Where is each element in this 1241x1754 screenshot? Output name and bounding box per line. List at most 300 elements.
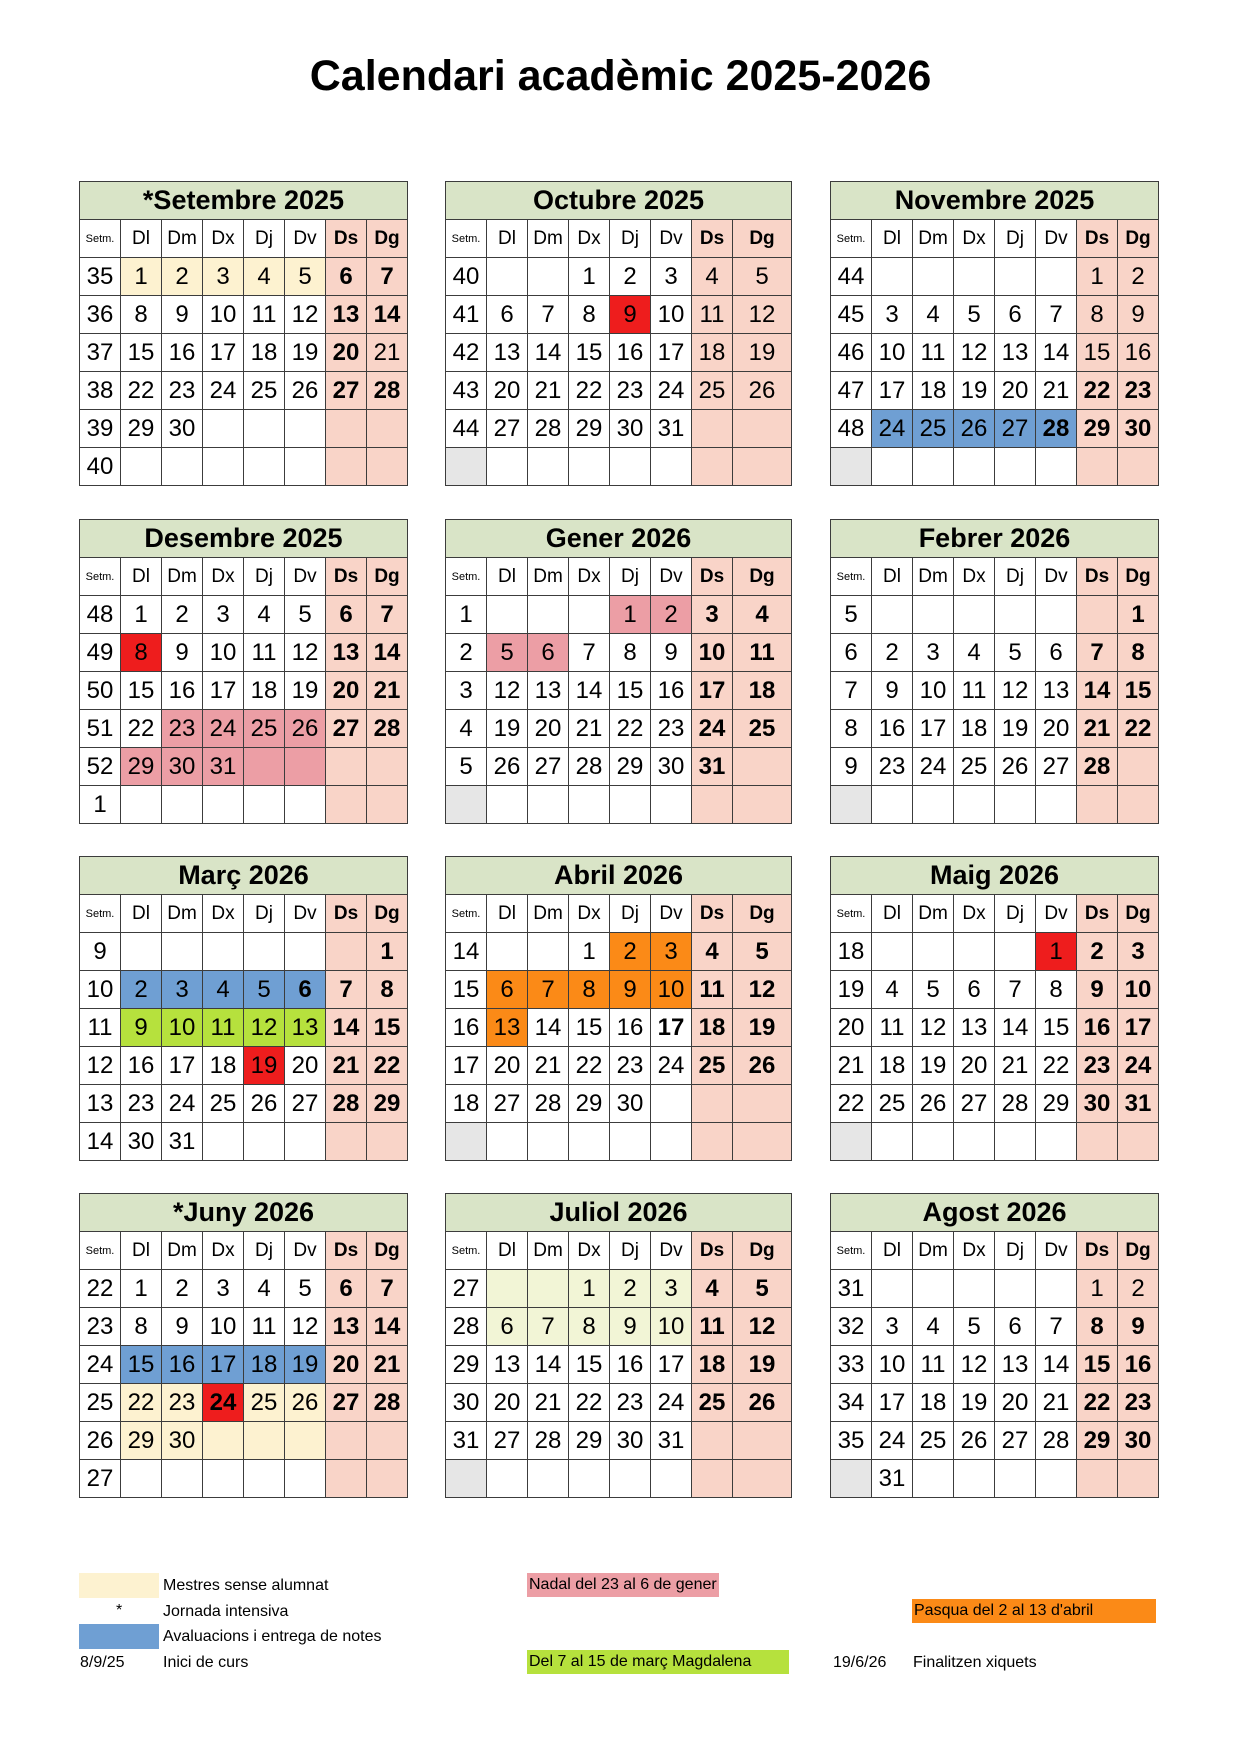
day-cell: 12 xyxy=(954,1346,995,1384)
day-cell: 24 xyxy=(872,1422,913,1460)
month-name: Octubre 2025 xyxy=(446,182,792,220)
day-cell: 21 xyxy=(326,1047,367,1085)
day-cell: 26 xyxy=(487,748,528,786)
day-cell: 17 xyxy=(913,710,954,748)
month-name: Desembre 2025 xyxy=(80,520,408,558)
day-cell: 8 xyxy=(610,634,651,672)
day-cell xyxy=(569,448,610,486)
day-cell: 12 xyxy=(285,634,326,672)
day-cell: 10 xyxy=(203,634,244,672)
day-cell: 13 xyxy=(326,634,367,672)
day-cell: 30 xyxy=(651,748,692,786)
day-cell: 4 xyxy=(954,634,995,672)
month-calendar xyxy=(830,181,1159,486)
week-row xyxy=(831,1422,1159,1460)
day-cell xyxy=(692,1123,733,1161)
day-cell: 31 xyxy=(203,748,244,786)
day-cell xyxy=(569,786,610,824)
day-cell: 24 xyxy=(651,1047,692,1085)
day-label: Ds xyxy=(1077,220,1118,258)
day-label: Dx xyxy=(954,220,995,258)
day-label: Dg xyxy=(367,895,408,933)
day-label: Dx xyxy=(954,895,995,933)
day-label: Ds xyxy=(692,558,733,596)
week-row xyxy=(80,710,408,748)
day-cell: 20 xyxy=(995,372,1036,410)
day-cell: 16 xyxy=(1077,1009,1118,1047)
day-cell xyxy=(610,1123,651,1161)
day-cell: 26 xyxy=(244,1085,285,1123)
day-cell: 22 xyxy=(1077,1384,1118,1422)
day-cell: 27 xyxy=(487,410,528,448)
day-cell: 13 xyxy=(487,1346,528,1384)
day-cell: 11 xyxy=(733,634,792,672)
day-label: Dm xyxy=(162,558,203,596)
day-cell: 29 xyxy=(1036,1085,1077,1123)
month-calendar xyxy=(445,1193,792,1498)
day-cell xyxy=(326,1460,367,1498)
day-cell xyxy=(1036,1270,1077,1308)
day-cell xyxy=(954,786,995,824)
day-cell: 1 xyxy=(121,596,162,634)
day-cell: 9 xyxy=(1077,971,1118,1009)
week-row xyxy=(446,1009,792,1047)
day-cell: 20 xyxy=(1036,710,1077,748)
day-cell xyxy=(692,410,733,448)
week-row xyxy=(80,410,408,448)
legend-final: Finalitzen xiquets xyxy=(913,1654,1037,1671)
week-number: 1 xyxy=(80,786,121,824)
week-number xyxy=(831,1123,872,1161)
day-cell xyxy=(872,933,913,971)
day-cell: 17 xyxy=(1118,1009,1159,1047)
day-cell: 15 xyxy=(1036,1009,1077,1047)
day-cell: 24 xyxy=(203,710,244,748)
week-number: 18 xyxy=(831,933,872,971)
day-cell xyxy=(692,786,733,824)
week-row xyxy=(446,1047,792,1085)
day-cell xyxy=(872,596,913,634)
day-cell xyxy=(913,448,954,486)
week-row xyxy=(446,334,792,372)
day-cell xyxy=(610,1460,651,1498)
day-label: Dg xyxy=(1118,220,1159,258)
day-cell xyxy=(1036,258,1077,296)
week-label: Setm. xyxy=(446,1232,487,1270)
day-label: Dl xyxy=(121,558,162,596)
day-cell: 14 xyxy=(995,1009,1036,1047)
day-cell xyxy=(528,1460,569,1498)
week-number: 48 xyxy=(831,410,872,448)
day-cell: 18 xyxy=(692,1346,733,1384)
day-cell: 11 xyxy=(692,296,733,334)
day-cell: 11 xyxy=(244,634,285,672)
day-cell xyxy=(487,258,528,296)
day-cell: 22 xyxy=(121,1384,162,1422)
week-number xyxy=(446,786,487,824)
day-cell: 24 xyxy=(203,1384,244,1422)
week-row xyxy=(831,258,1159,296)
day-cell: 12 xyxy=(733,296,792,334)
day-label: Dx xyxy=(569,220,610,258)
week-row xyxy=(446,448,792,486)
week-row xyxy=(80,334,408,372)
day-cell: 10 xyxy=(692,634,733,672)
week-row xyxy=(446,1085,792,1123)
day-cell: 2 xyxy=(872,634,913,672)
week-label: Setm. xyxy=(831,1232,872,1270)
day-cell: 6 xyxy=(326,258,367,296)
day-cell: 2 xyxy=(1077,933,1118,971)
day-cell: 30 xyxy=(610,1422,651,1460)
day-cell: 16 xyxy=(1118,1346,1159,1384)
day-cell xyxy=(1036,1460,1077,1498)
week-number xyxy=(446,1123,487,1161)
day-cell: 1 xyxy=(569,258,610,296)
week-row xyxy=(80,1346,408,1384)
day-cell: 5 xyxy=(733,258,792,296)
day-cell: 24 xyxy=(1118,1047,1159,1085)
day-cell xyxy=(995,448,1036,486)
week-number: 33 xyxy=(831,1346,872,1384)
week-label: Setm. xyxy=(446,220,487,258)
day-cell: 1 xyxy=(1118,596,1159,634)
day-cell xyxy=(367,748,408,786)
day-cell: 19 xyxy=(913,1047,954,1085)
day-cell: 9 xyxy=(872,672,913,710)
day-cell: 27 xyxy=(326,710,367,748)
day-cell xyxy=(995,933,1036,971)
day-label: Dl xyxy=(487,895,528,933)
day-cell: 17 xyxy=(203,672,244,710)
day-cell: 7 xyxy=(326,971,367,1009)
day-cell: 2 xyxy=(610,258,651,296)
day-cell: 10 xyxy=(913,672,954,710)
day-label: Dg xyxy=(367,1232,408,1270)
day-cell xyxy=(367,1123,408,1161)
legend-inici: Inici de curs xyxy=(163,1654,249,1671)
day-cell: 11 xyxy=(203,1009,244,1047)
day-cell xyxy=(285,786,326,824)
day-cell xyxy=(326,448,367,486)
day-cell: 28 xyxy=(528,410,569,448)
day-cell xyxy=(528,258,569,296)
day-label: Dj xyxy=(610,1232,651,1270)
day-cell xyxy=(487,1270,528,1308)
day-cell: 16 xyxy=(610,1009,651,1047)
week-row xyxy=(80,1047,408,1085)
day-cell: 2 xyxy=(610,933,651,971)
week-row xyxy=(80,1460,408,1498)
day-cell xyxy=(1118,448,1159,486)
day-cell: 18 xyxy=(733,672,792,710)
day-cell: 25 xyxy=(692,1047,733,1085)
day-cell: 2 xyxy=(1118,258,1159,296)
day-cell xyxy=(913,1270,954,1308)
day-cell: 30 xyxy=(610,410,651,448)
day-cell xyxy=(528,1123,569,1161)
day-cell: 22 xyxy=(121,372,162,410)
day-cell: 27 xyxy=(487,1422,528,1460)
day-label: Dj xyxy=(995,220,1036,258)
day-cell: 9 xyxy=(610,971,651,1009)
day-cell: 9 xyxy=(1118,1308,1159,1346)
day-cell: 5 xyxy=(244,971,285,1009)
day-cell xyxy=(326,786,367,824)
day-cell: 23 xyxy=(1118,372,1159,410)
day-cell xyxy=(913,1460,954,1498)
day-cell: 8 xyxy=(121,634,162,672)
day-label: Dv xyxy=(1036,558,1077,596)
day-label: Dg xyxy=(1118,895,1159,933)
day-cell: 5 xyxy=(733,1270,792,1308)
day-cell: 1 xyxy=(569,1270,610,1308)
day-cell xyxy=(528,596,569,634)
day-cell: 8 xyxy=(569,971,610,1009)
day-cell: 20 xyxy=(326,1346,367,1384)
week-row xyxy=(446,786,792,824)
day-cell: 13 xyxy=(326,296,367,334)
day-cell: 20 xyxy=(487,372,528,410)
day-cell xyxy=(285,1123,326,1161)
day-cell: 31 xyxy=(651,410,692,448)
day-cell xyxy=(326,1123,367,1161)
legend-swatch-avaluacions xyxy=(79,1624,159,1649)
day-cell: 10 xyxy=(651,296,692,334)
week-row xyxy=(80,1123,408,1161)
day-label: Dl xyxy=(121,1232,162,1270)
day-cell: 14 xyxy=(367,296,408,334)
week-row xyxy=(831,1346,1159,1384)
day-cell xyxy=(326,748,367,786)
week-row xyxy=(831,296,1159,334)
day-cell: 6 xyxy=(995,1308,1036,1346)
day-cell xyxy=(692,448,733,486)
month-calendar xyxy=(445,856,792,1161)
week-number: 47 xyxy=(831,372,872,410)
day-label: Dv xyxy=(651,558,692,596)
day-cell: 23 xyxy=(162,1384,203,1422)
day-cell: 23 xyxy=(162,710,203,748)
day-cell: 22 xyxy=(1036,1047,1077,1085)
day-cell: 27 xyxy=(326,1384,367,1422)
day-cell: 10 xyxy=(203,1308,244,1346)
day-cell: 10 xyxy=(203,296,244,334)
day-cell xyxy=(651,1123,692,1161)
day-cell xyxy=(692,1085,733,1123)
week-row xyxy=(80,596,408,634)
day-cell xyxy=(692,1460,733,1498)
day-cell: 22 xyxy=(1118,710,1159,748)
day-cell xyxy=(121,1460,162,1498)
week-number: 11 xyxy=(80,1009,121,1047)
day-cell xyxy=(733,1422,792,1460)
day-cell: 27 xyxy=(995,410,1036,448)
week-number: 41 xyxy=(446,296,487,334)
day-label: Dm xyxy=(913,558,954,596)
day-cell: 6 xyxy=(528,634,569,672)
day-cell: 6 xyxy=(285,971,326,1009)
day-cell: 15 xyxy=(121,672,162,710)
day-cell xyxy=(367,1422,408,1460)
day-cell: 11 xyxy=(692,971,733,1009)
week-number: 10 xyxy=(80,971,121,1009)
day-label: Dv xyxy=(285,1232,326,1270)
day-cell xyxy=(528,933,569,971)
day-cell xyxy=(244,1460,285,1498)
week-number: 9 xyxy=(831,748,872,786)
week-row xyxy=(831,786,1159,824)
week-number: 18 xyxy=(446,1085,487,1123)
day-cell: 26 xyxy=(285,372,326,410)
day-cell: 6 xyxy=(326,596,367,634)
day-cell: 22 xyxy=(610,710,651,748)
day-cell: 1 xyxy=(1077,258,1118,296)
day-cell: 29 xyxy=(610,748,651,786)
day-cell xyxy=(954,596,995,634)
day-cell: 6 xyxy=(995,296,1036,334)
day-cell: 17 xyxy=(651,334,692,372)
day-cell xyxy=(954,448,995,486)
day-cell: 29 xyxy=(121,410,162,448)
day-label: Ds xyxy=(692,895,733,933)
day-cell: 24 xyxy=(913,748,954,786)
day-cell: 7 xyxy=(995,971,1036,1009)
day-cell: 21 xyxy=(528,1384,569,1422)
day-cell: 7 xyxy=(1036,1308,1077,1346)
day-cell: 23 xyxy=(1077,1047,1118,1085)
day-label: Ds xyxy=(326,1232,367,1270)
day-cell: 19 xyxy=(733,1346,792,1384)
day-cell: 28 xyxy=(995,1085,1036,1123)
day-cell: 1 xyxy=(610,596,651,634)
day-cell xyxy=(995,596,1036,634)
day-label: Dj xyxy=(244,895,285,933)
day-cell: 8 xyxy=(569,296,610,334)
day-cell: 8 xyxy=(1077,1308,1118,1346)
week-number xyxy=(446,448,487,486)
week-number: 40 xyxy=(80,448,121,486)
day-cell xyxy=(872,1123,913,1161)
week-row xyxy=(80,748,408,786)
day-cell: 20 xyxy=(326,672,367,710)
day-cell: 5 xyxy=(285,258,326,296)
day-cell: 12 xyxy=(285,1308,326,1346)
week-row xyxy=(446,1460,792,1498)
day-label: Dv xyxy=(285,220,326,258)
day-cell: 15 xyxy=(569,1009,610,1047)
day-cell: 21 xyxy=(995,1047,1036,1085)
week-number: 38 xyxy=(80,372,121,410)
day-cell: 18 xyxy=(913,372,954,410)
day-cell xyxy=(285,933,326,971)
day-cell: 29 xyxy=(367,1085,408,1123)
day-cell: 21 xyxy=(1036,372,1077,410)
day-label: Dm xyxy=(528,1232,569,1270)
day-label: Dx xyxy=(569,1232,610,1270)
day-cell: 29 xyxy=(1077,410,1118,448)
week-number: 24 xyxy=(80,1346,121,1384)
week-row xyxy=(446,596,792,634)
day-cell xyxy=(244,786,285,824)
week-number: 2 xyxy=(446,634,487,672)
day-cell: 19 xyxy=(995,710,1036,748)
day-label: Dj xyxy=(610,220,651,258)
day-cell: 9 xyxy=(121,1009,162,1047)
day-cell: 14 xyxy=(569,672,610,710)
day-cell: 8 xyxy=(1077,296,1118,334)
week-number: 30 xyxy=(446,1384,487,1422)
day-cell: 1 xyxy=(569,933,610,971)
day-cell: 14 xyxy=(1036,334,1077,372)
week-row xyxy=(446,1123,792,1161)
day-label: Dx xyxy=(203,220,244,258)
day-label: Dl xyxy=(872,558,913,596)
week-number: 15 xyxy=(446,971,487,1009)
day-cell xyxy=(995,1460,1036,1498)
week-row xyxy=(831,748,1159,786)
day-cell xyxy=(367,448,408,486)
day-cell: 8 xyxy=(121,296,162,334)
week-label: Setm. xyxy=(446,558,487,596)
day-cell: 13 xyxy=(487,334,528,372)
day-cell: 14 xyxy=(367,634,408,672)
day-cell: 29 xyxy=(121,748,162,786)
week-number: 35 xyxy=(80,258,121,296)
month-name: Agost 2026 xyxy=(831,1194,1159,1232)
day-cell xyxy=(913,933,954,971)
day-cell xyxy=(528,448,569,486)
day-cell: 3 xyxy=(872,1308,913,1346)
day-cell: 6 xyxy=(1036,634,1077,672)
day-cell: 20 xyxy=(326,334,367,372)
week-row xyxy=(831,672,1159,710)
day-cell xyxy=(1077,1460,1118,1498)
day-label: Dj xyxy=(610,895,651,933)
day-cell: 1 xyxy=(121,258,162,296)
day-cell: 3 xyxy=(651,258,692,296)
week-number: 20 xyxy=(831,1009,872,1047)
legend-final-date: 19/6/26 xyxy=(833,1654,887,1671)
day-cell: 30 xyxy=(162,748,203,786)
week-number xyxy=(831,448,872,486)
day-label: Dm xyxy=(528,220,569,258)
day-cell: 3 xyxy=(203,596,244,634)
day-cell xyxy=(203,448,244,486)
week-label: Setm. xyxy=(80,1232,121,1270)
day-cell: 3 xyxy=(1118,933,1159,971)
month-name: Gener 2026 xyxy=(446,520,792,558)
day-cell: 29 xyxy=(569,1085,610,1123)
day-cell xyxy=(285,1460,326,1498)
day-cell: 10 xyxy=(1118,971,1159,1009)
day-cell: 18 xyxy=(872,1047,913,1085)
day-cell: 13 xyxy=(1036,672,1077,710)
week-row xyxy=(80,1085,408,1123)
week-number: 22 xyxy=(80,1270,121,1308)
day-label: Dj xyxy=(610,558,651,596)
day-cell: 3 xyxy=(872,296,913,334)
day-cell: 19 xyxy=(285,334,326,372)
day-cell: 20 xyxy=(954,1047,995,1085)
day-cell: 3 xyxy=(651,933,692,971)
day-cell xyxy=(487,1123,528,1161)
month-calendar xyxy=(79,519,408,824)
week-row xyxy=(446,672,792,710)
day-cell: 17 xyxy=(203,1346,244,1384)
day-cell: 10 xyxy=(872,334,913,372)
day-cell: 4 xyxy=(692,258,733,296)
